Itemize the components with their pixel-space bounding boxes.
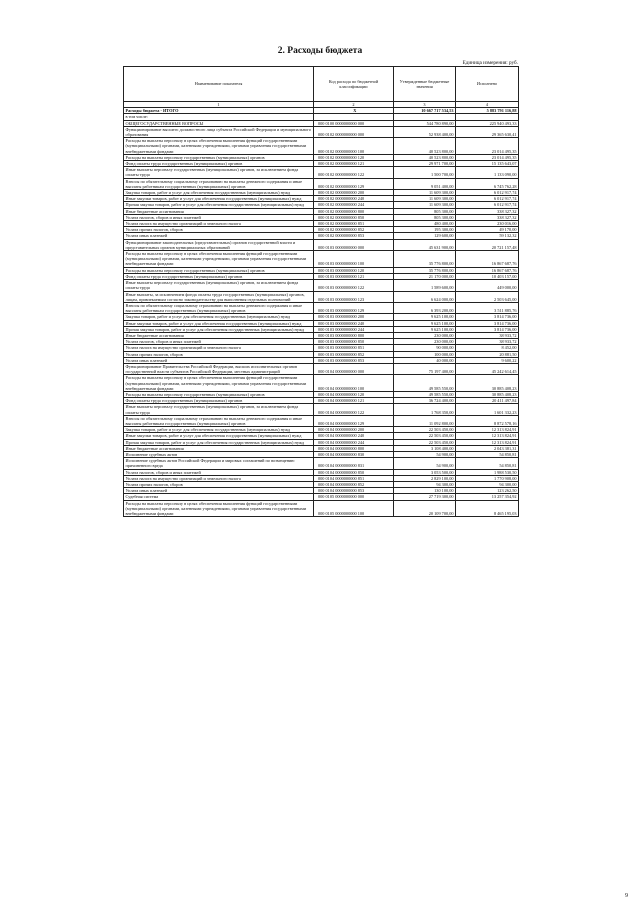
row-name: Уплата налога на имущество организаций и земельного налога — [124, 221, 314, 227]
row-approved: 35 776 800,00 — [394, 251, 456, 268]
row-approved: 100 000,00 — [394, 351, 456, 357]
row-executed: 54 850,81 — [456, 458, 519, 469]
row-name: Прочая закупка товаров, работ и услуг для обеспечения государственных (муниципальных) нужд — [124, 326, 314, 332]
header-executed: Исполнено — [456, 67, 519, 102]
row-name: Закупка товаров, работ и услуг для обеспечения государственных (муниципальных) нужд — [124, 427, 314, 433]
row-executed: 23 014 495,35 — [456, 138, 519, 155]
row-code: 000 0102 0000000000 120 — [314, 154, 394, 160]
row-executed: 59 132,32 — [456, 233, 519, 239]
row-approved: 480 400,00 — [394, 221, 456, 227]
row-name: Иные выплаты персоналу государственных (муниципальных) органов, за исключением фонда оплаты труда — [124, 404, 314, 415]
row-executed: 12 313 824,91 — [456, 433, 519, 439]
row-code: 000 0100 0000000000 000 — [314, 120, 394, 126]
row-code: 000 0102 0000000000 121 — [314, 161, 394, 167]
row-code: 000 0102 0000000000 122 — [314, 167, 394, 178]
row-approved: 3 053 500,00 — [394, 469, 456, 475]
row-code: 000 0102 0000000000 800 — [314, 208, 394, 214]
row-code: 000 0104 0000000000 120 — [314, 391, 394, 397]
row-code: 000 0104 0000000000 800 — [314, 445, 394, 451]
row-name: Фонд оплаты труда государственных (муниципальных) органов — [124, 273, 314, 279]
row-name: Расходы на выплаты персоналу государственных (муниципальных) органов — [124, 267, 314, 273]
row-code: 000 0104 0000000000 850 — [314, 469, 394, 475]
row-name: Расходы бюджета - ИТОГО — [124, 108, 314, 114]
row-name: Уплата налога на имущество организаций и земельного налога — [124, 475, 314, 481]
row-name: Уплата налога на имущество организаций и земельного налога — [124, 345, 314, 351]
row-executed: 1 988 530,50 — [456, 469, 519, 475]
row-code: 000 0104 0000000000 830 — [314, 451, 394, 457]
table-row — [124, 302, 519, 313]
page-title: 2. Расходы бюджета — [277, 46, 363, 56]
row-name: Уплата налогов, сборов и иных платежей — [124, 214, 314, 220]
table-row — [124, 167, 519, 178]
row-code: 000 0104 0000000000 122 — [314, 404, 394, 415]
row-approved: 11 609 300,00 — [394, 202, 456, 208]
row-approved: 22 503 450,00 — [394, 427, 456, 433]
row-executed: 45 242 614,45 — [456, 363, 519, 374]
row-code: 000 0103 0000000000 120 — [314, 267, 394, 273]
index-cell: 4 — [456, 102, 519, 108]
index-cell: 1 — [124, 102, 314, 108]
row-name: Расходы на выплаты персоналу в целях обеспечения выполнения функций государственными (муниципальными) органами, казенными учреждениями, органами управления государственными внебюджетными фондами — [124, 251, 314, 268]
row-executed: 8 465 195,03 — [456, 500, 519, 517]
row-approved: 21 170 000,00 — [394, 273, 456, 279]
row-code: 000 0102 0000000000 851 — [314, 221, 394, 227]
row-name: Функционирование высшего должностного лица субъекта Российской Федерации и муниципального образования — [124, 126, 314, 137]
row-executed: 9 600,22 — [456, 357, 519, 363]
row-executed: 16 867 687,76 — [456, 267, 519, 273]
row-code: 000 0105 0000000000 000 — [314, 494, 394, 500]
row-code: 000 0104 0000000000 853 — [314, 488, 394, 494]
row-code: 000 0103 0000000000 121 — [314, 273, 394, 279]
row-name: Фонд оплаты труда государственных (муниципальных) органов — [124, 398, 314, 404]
row-executed: 338 327,32 — [456, 208, 519, 214]
row-executed: 20 411 497,84 — [456, 398, 519, 404]
table-row — [124, 251, 519, 268]
row-name: Иные бюджетные ассигнования — [124, 445, 314, 451]
row-code: 000 0104 0000000000 200 — [314, 427, 394, 433]
header-code: Код расхода по бюджетной классификации — [314, 67, 394, 102]
row-approved: 9 625 100,00 — [394, 314, 456, 320]
row-approved: 52 938 400,00 — [394, 126, 456, 137]
row-approved: 11 609 300,00 — [394, 190, 456, 196]
row-approved: 1 768 350,00 — [394, 404, 456, 415]
row-approved: 1 500 700,00 — [394, 167, 456, 178]
row-approved: 195 300,00 — [394, 227, 456, 233]
row-executed: 20 881,50 — [456, 351, 519, 357]
row-executed: 225 940 493,33 — [456, 120, 519, 126]
row-name: Взносы по обязательному социальному страхованию на выплаты денежного содержания и иные выплаты работникам государственных (муниципальных) органов — [124, 415, 314, 426]
row-approved: 129 600,00 — [394, 233, 456, 239]
row-approved: 22 503 450,00 — [394, 439, 456, 445]
row-executed: 2 043 381,31 — [456, 445, 519, 451]
row-executed: 12 313 824,91 — [456, 439, 519, 445]
row-name: Функционирование Правительства Российской Федерации, высших исполнительных органов государственной власти субъектов Российской Федерации, местных администраций — [124, 363, 314, 374]
row-code: 000 0103 0000000000 129 — [314, 302, 394, 313]
row-name: Уплата налогов, сборов и иных платежей — [124, 339, 314, 345]
table-row — [124, 291, 519, 302]
row-approved: 805 300,00 — [394, 214, 456, 220]
row-approved: 11 609 300,00 — [394, 196, 456, 202]
row-approved: 90 000,00 — [394, 345, 456, 351]
row-executed: 13 257 354,92 — [456, 494, 519, 500]
row-executed: 30 885 408,23 — [456, 391, 519, 397]
index-cell: 3 — [394, 102, 456, 108]
table-row — [124, 178, 519, 189]
row-code: 000 0102 0000000000 100 — [314, 138, 394, 155]
row-code: 000 0103 0000000000 122 — [314, 280, 394, 291]
row-name: Расходы на выплаты персоналу в целях обеспечения выполнения функций государственными (муниципальными) органами, казенными учреждениями, органами управления государственными внебюджетными фондами — [124, 375, 314, 392]
row-code: 000 0103 0000000000 200 — [314, 314, 394, 320]
row-executed: 38 933,72 — [456, 332, 519, 338]
table-row — [124, 500, 519, 517]
row-executed: 3 511 885,76 — [456, 302, 519, 313]
row-name: Иные выплаты персоналу государственных (муниципальных) органов, за исключением фонда оплаты труда — [124, 280, 314, 291]
row-code: 000 0104 0000000000 000 — [314, 363, 394, 374]
row-executed: 49 170,00 — [456, 227, 519, 233]
row-approved: 54 900,00 — [394, 458, 456, 469]
row-code: 000 0103 0000000000 100 — [314, 251, 394, 268]
row-executed: 3 814 736,00 — [456, 320, 519, 326]
row-name: Исполнение судебных актов — [124, 451, 314, 457]
row-name: Уплата прочих налогов, сборов — [124, 351, 314, 357]
row-code: 000 0104 0000000000 831 — [314, 458, 394, 469]
row-executed: 338 327,32 — [456, 214, 519, 220]
row-approved: 11 092 800,00 — [394, 415, 456, 426]
row-code: 000 0104 0000000000 129 — [314, 415, 394, 426]
row-executed: 123 262,50 — [456, 488, 519, 494]
row-executed: 30 885 408,23 — [456, 375, 519, 392]
row-approved: 230 000,00 — [394, 332, 456, 338]
row-executed: 5 883 791 116,88 — [456, 108, 519, 114]
row-code: 000 0104 0000000000 852 — [314, 482, 394, 488]
row-name: Расходы на выплаты персоналу государственных (муниципальных) органов — [124, 391, 314, 397]
row-executed: 6 012 917,74 — [456, 196, 519, 202]
row-executed: 230 016,00 — [456, 221, 519, 227]
table-row — [124, 280, 519, 291]
row-approved: 27 719 300,00 — [394, 494, 456, 500]
row-approved: 49 585 550,00 — [394, 375, 456, 392]
row-code: 000 0104 0000000000 244 — [314, 439, 394, 445]
row-approved: 49 585 550,00 — [394, 391, 456, 397]
row-executed: 6 012 917,74 — [456, 190, 519, 196]
row-name: Иные бюджетные ассигнования — [124, 332, 314, 338]
row-name: Иные выплаты, за исключением фонда оплаты труда государственных (муниципальных) органов, лицам, привлекаемым согласно законодательству для выполнения отдельных полномочий — [124, 291, 314, 302]
row-name: Иные закупки товаров, работ и услуг для обеспечения государственных (муниципальных) нужд — [124, 320, 314, 326]
row-code: 000 0104 0000000000 240 — [314, 433, 394, 439]
row-approved: 9 625 100,00 — [394, 326, 456, 332]
row-code: 000 0102 0000000000 852 — [314, 227, 394, 233]
row-name: Функционирование законодательных (представительных) органов государственной власти и представительных органов муниципальных образований — [124, 239, 314, 250]
row-name: Взносы по обязательному социальному страхованию на выплаты денежного содержания и иные выплаты работникам государственных (муниципальных) органов — [124, 302, 314, 313]
row-executed: 23 014 495,35 — [456, 154, 519, 160]
row-name: Фонд оплаты труда государственных (муниципальных) органов — [124, 161, 314, 167]
row-name: Иные закупки товаров, работ и услуг для обеспечения государственных (муниципальных) нужд — [124, 433, 314, 439]
row-executed: 54 850,81 — [456, 451, 519, 457]
row-name: Уплата прочих налогов, сборов — [124, 482, 314, 488]
table-row — [124, 126, 519, 137]
row-approved: 6 393 200,00 — [394, 302, 456, 313]
header-name: Наименование показателя — [124, 67, 314, 102]
index-cell: 2 — [314, 102, 394, 108]
row-approved: 9 051 400,00 — [394, 178, 456, 189]
row-executed: 16 867 687,76 — [456, 251, 519, 268]
row-approved: 20 109 700,00 — [394, 500, 456, 517]
row-executed: 1 601 332,23 — [456, 404, 519, 415]
row-executed: 12 313 824,91 — [456, 427, 519, 433]
table-row — [124, 138, 519, 155]
row-name: Уплата налогов, сборов и иных платежей — [124, 469, 314, 475]
row-name: Судебная система — [124, 494, 314, 500]
row-executed: 29 365 630,41 — [456, 126, 519, 137]
row-approved: 40 000,00 — [394, 357, 456, 363]
row-code: 000 0103 0000000000 853 — [314, 357, 394, 363]
row-name: Расходы на выплаты персоналу государственных (муниципальных) органов — [124, 154, 314, 160]
row-executed: 2 503 645,00 — [456, 291, 519, 302]
row-executed: 3 814 736,00 — [456, 314, 519, 320]
row-name: Взносы по обязательному социальному страхованию на выплаты денежного содержания и иные выплаты работникам государственных (муниципальных) органов — [124, 178, 314, 189]
row-code: 000 0103 0000000000 850 — [314, 339, 394, 345]
table-row — [124, 375, 519, 392]
row-name: Уплата иных платежей — [124, 488, 314, 494]
row-name: Расходы на выплаты персоналу в целях обеспечения выполнения функций государственными (муниципальными) органами, казенными учреждениями, органами управления государственными внебюджетными фондами — [124, 500, 314, 517]
row-approved: 22 503 450,00 — [394, 433, 456, 439]
row-code: 000 0104 0000000000 851 — [314, 475, 394, 481]
row-approved: 40 523 800,00 — [394, 138, 456, 155]
row-approved: 10 667 717 534,53 — [394, 108, 456, 114]
table-row — [124, 415, 519, 426]
row-approved: 54 900,00 — [394, 451, 456, 457]
row-executed: 1 133 090,00 — [456, 167, 519, 178]
row-name: Иные бюджетные ассигнования — [124, 208, 314, 214]
row-executed: 8 452,00 — [456, 345, 519, 351]
row-approved: 29 971 700,00 — [394, 161, 456, 167]
row-name: Уплата иных платежей — [124, 233, 314, 239]
row-executed: 6 745 762,28 — [456, 178, 519, 189]
header-approved: Утвержденные бюджетные значения — [394, 67, 456, 102]
row-name: Уплата прочих налогов, сборов — [124, 227, 314, 233]
row-executed: 1 770 908,00 — [456, 475, 519, 481]
row-executed: 10 403 157,00 — [456, 273, 519, 279]
row-name: Прочая закупка товаров, работ и услуг для обеспечения государственных (муниципальных) нужд — [124, 202, 314, 208]
row-code: 000 0104 0000000000 121 — [314, 398, 394, 404]
row-approved: 40 523 800,00 — [394, 154, 456, 160]
row-approved: 230 000,00 — [394, 339, 456, 345]
row-code: X — [314, 108, 394, 114]
row-approved: 94 300,00 — [394, 482, 456, 488]
row-code: 000 0102 0000000000 000 — [314, 126, 394, 137]
table-header-row — [124, 67, 519, 102]
row-name: Иные выплаты персоналу государственных (муниципальных) органов, за исключением фонда оплаты труда — [124, 167, 314, 178]
row-executed: 15 135 643,07 — [456, 161, 519, 167]
row-approved: 1 589 600,00 — [394, 280, 456, 291]
row-executed: 449 000,00 — [456, 280, 519, 291]
row-executed: 94 300,00 — [456, 482, 519, 488]
row-code: 000 0102 0000000000 244 — [314, 202, 394, 208]
row-approved: 9 625 100,00 — [394, 320, 456, 326]
row-code: 000 0102 0000000000 200 — [314, 190, 394, 196]
row-approved: 130 100,00 — [394, 488, 456, 494]
row-executed: 8 872 578,16 — [456, 415, 519, 426]
row-approved: 6 624 000,00 — [394, 291, 456, 302]
row-name: Прочая закупка товаров, работ и услуг для обеспечения государственных (муниципальных) нужд — [124, 439, 314, 445]
row-name: Уплата иных платежей — [124, 357, 314, 363]
row-name: в том числе: — [124, 114, 314, 120]
row-name: Закупка товаров, работ и услуг для обеспечения государственных (муниципальных) нужд — [124, 314, 314, 320]
row-name: Расходы на выплаты персоналу в целях обеспечения выполнения функций государственными (муниципальными) органами, казенными учреждениями, органами управления государственными внебюджетными фондами — [124, 138, 314, 155]
row-executed: 38 933,72 — [456, 339, 519, 345]
row-approved: 544 780 890,00 — [394, 120, 456, 126]
row-code: 000 0103 0000000000 244 — [314, 326, 394, 332]
row-code: 000 0102 0000000000 240 — [314, 196, 394, 202]
table-row — [124, 404, 519, 415]
row-executed: 3 814 736,00 — [456, 326, 519, 332]
row-name: Закупка товаров, работ и услуг для обеспечения государственных (муниципальных) нужд — [124, 190, 314, 196]
row-code: 000 0104 0000000000 100 — [314, 375, 394, 392]
table-body — [124, 108, 519, 517]
row-approved: 805 300,00 — [394, 208, 456, 214]
table-row — [124, 363, 519, 374]
row-code: 000 0103 0000000000 123 — [314, 291, 394, 302]
page-number: 9 — [625, 893, 628, 899]
row-code: 000 0103 0000000000 800 — [314, 332, 394, 338]
row-code: 000 0103 0000000000 852 — [314, 351, 394, 357]
row-approved: 35 776 800,00 — [394, 267, 456, 273]
row-name: ОБЩЕГОСУДАРСТВЕННЫЕ ВОПРОСЫ — [124, 120, 314, 126]
row-approved: 3 108 400,00 — [394, 445, 456, 451]
row-code: 000 0102 0000000000 850 — [314, 214, 394, 220]
row-code: 000 0103 0000000000 240 — [314, 320, 394, 326]
row-code: 000 0102 0000000000 853 — [314, 233, 394, 239]
table-row — [124, 458, 519, 469]
row-executed: 20 721 157,48 — [456, 239, 519, 250]
row-code: 000 0103 0000000000 000 — [314, 239, 394, 250]
units-label: Единица измерения: руб. — [462, 60, 518, 66]
row-code: 000 0105 0000000000 100 — [314, 500, 394, 517]
row-name: Исполнение судебных актов Российской Федерации и мировых соглашений по возмещению причиненного вреда — [124, 458, 314, 469]
row-code: 000 0103 0000000000 851 — [314, 345, 394, 351]
row-executed: 6 012 917,74 — [456, 202, 519, 208]
row-approved: 2 829 100,00 — [394, 475, 456, 481]
row-approved: 45 631 900,00 — [394, 239, 456, 250]
table-row — [124, 239, 519, 250]
row-approved: 75 197 400,00 — [394, 363, 456, 374]
budget-table — [123, 66, 519, 517]
row-name: Иные закупки товаров, работ и услуг для обеспечения государственных (муниципальных) нужд — [124, 196, 314, 202]
row-approved: 36 724 400,00 — [394, 398, 456, 404]
row-code: 000 0102 0000000000 129 — [314, 178, 394, 189]
